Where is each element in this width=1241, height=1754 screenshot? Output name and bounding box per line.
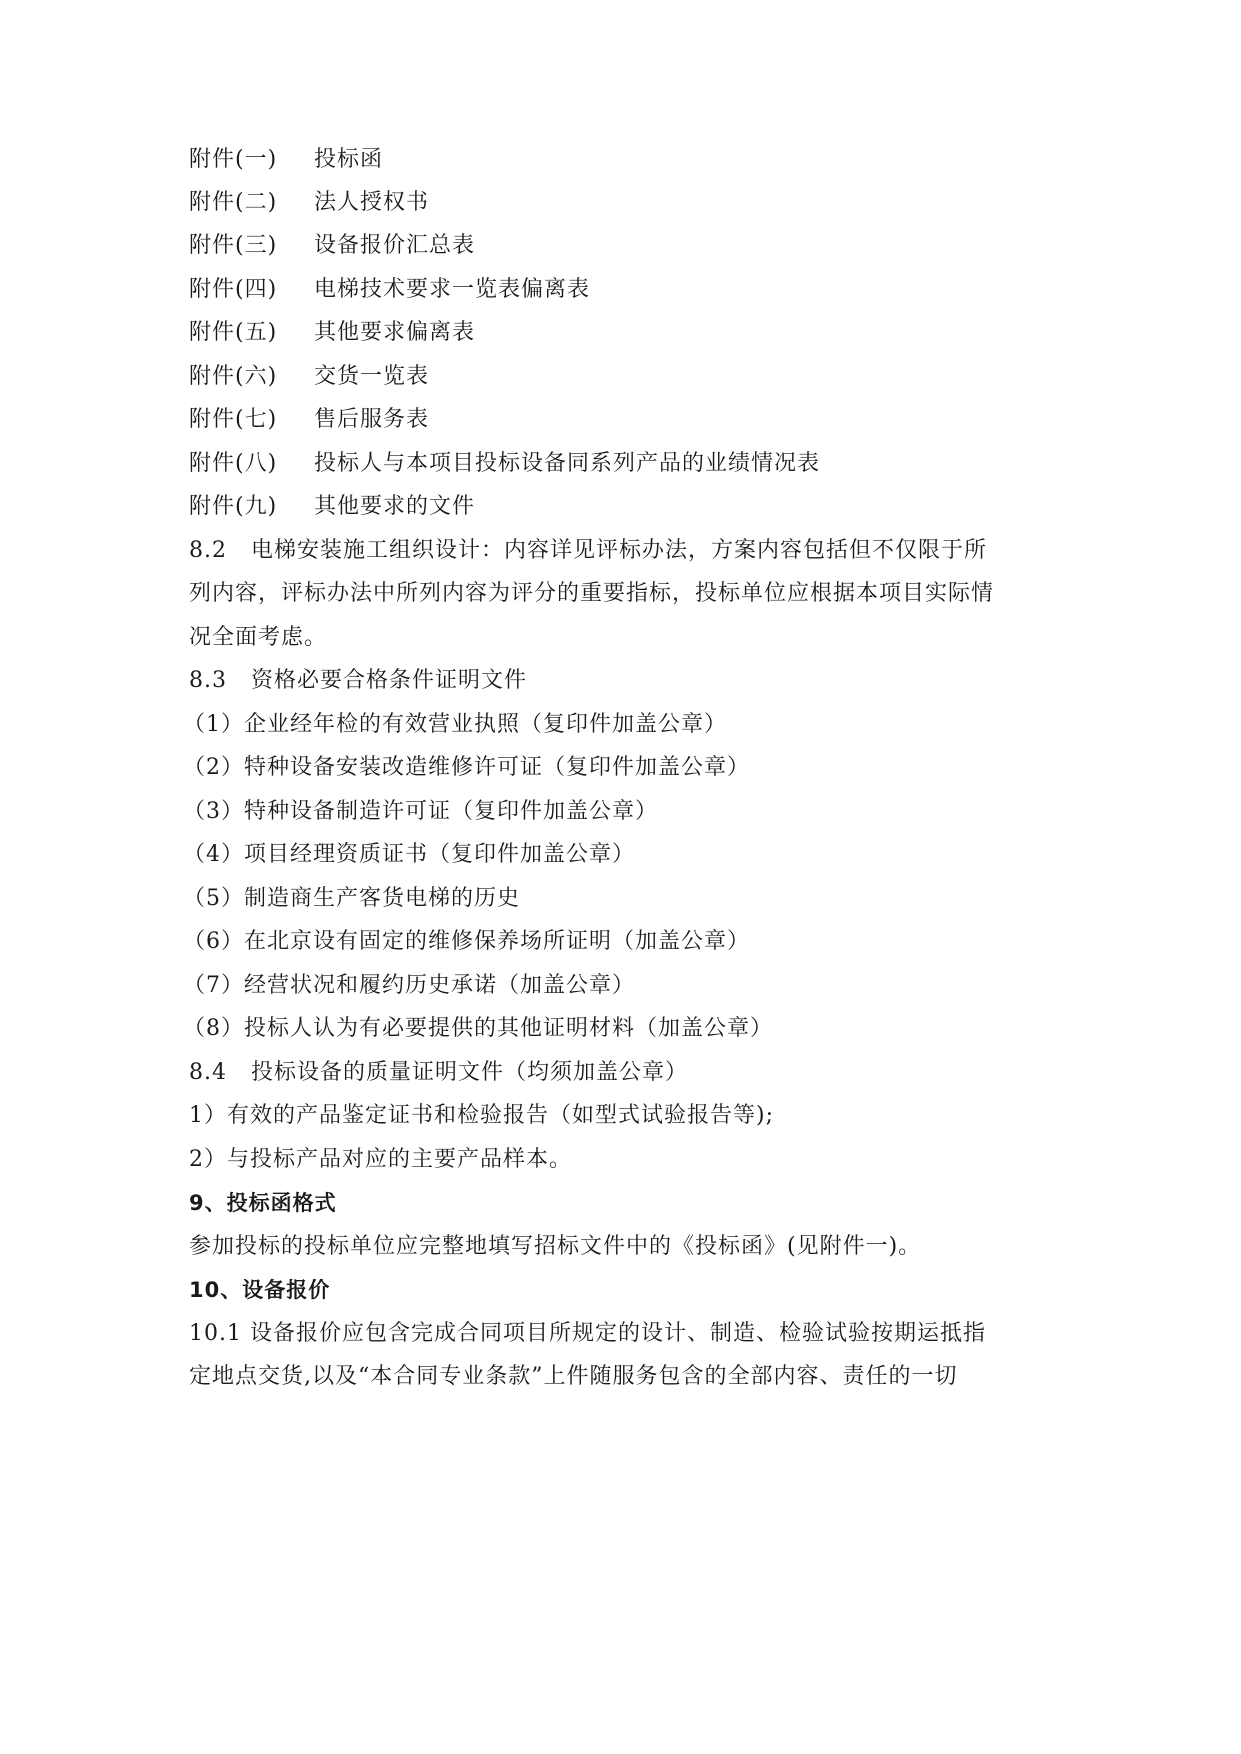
list-item: （5）制造商生产客货电梯的历史 (183, 886, 520, 911)
list-item: （3）特种设备制造许可证（复印件加盖公章） (183, 799, 658, 824)
paragraph-line: 况全面考虑。 (189, 625, 328, 650)
section-number: 8.3 (189, 668, 227, 693)
paragraph-line: 10.1 设备报价应包含完成合同项目所规定的设计、制造、检验试验按期运抵指 (189, 1321, 986, 1346)
attachment-item (189, 492, 475, 522)
attachment-item (189, 145, 383, 175)
list-item: 1）有效的产品鉴定证书和检验报告（如型式试验报告等); (189, 1103, 774, 1128)
section-title: 资格必要合格条件证明文件 (251, 668, 528, 693)
section-number: 8.4 (189, 1060, 227, 1085)
attachment-title: 电梯技术要求一览表偏离表 (314, 277, 591, 302)
attachment-label: 附件(四) (189, 277, 278, 302)
attachment-item (189, 362, 429, 392)
attachment-label: 附件(八) (189, 451, 278, 476)
section-8-3-heading (189, 666, 527, 696)
attachment-title: 投标函 (314, 147, 384, 172)
paragraph-line: 列内容，评标办法中所列内容为评分的重要指标，投标单位应根据本项目实际情 (189, 581, 995, 606)
list-item: （2）特种设备安装改造维修许可证（复印件加盖公章） (183, 755, 750, 780)
attachment-item (189, 405, 429, 435)
attachment-label: 附件(三) (189, 233, 278, 258)
attachment-label: 附件(六) (189, 364, 278, 389)
list-item: （4）项目经理资质证书（复印件加盖公章） (183, 842, 635, 867)
attachment-title: 其他要求的文件 (314, 494, 476, 519)
attachment-label: 附件(九) (189, 494, 278, 519)
list-item: （1）企业经年检的有效营业执照（复印件加盖公章） (183, 712, 727, 737)
attachment-label: 附件(一) (189, 147, 278, 172)
list-item: （8）投标人认为有必要提供的其他证明材料（加盖公章） (183, 1016, 773, 1041)
attachment-title: 交货一览表 (314, 364, 430, 389)
attachment-title: 法人授权书 (314, 190, 430, 215)
attachment-title: 其他要求偏离表 (314, 320, 476, 345)
section-8-4-heading (189, 1058, 688, 1088)
attachment-item (189, 275, 590, 305)
section-number: 8.2 (189, 538, 227, 563)
attachment-item (189, 449, 820, 479)
attachment-label: 附件(五) (189, 320, 278, 345)
list-item: （7）经营状况和履约历史承诺（加盖公章） (183, 973, 635, 998)
attachment-title: 投标人与本项目投标设备同系列产品的业绩情况表 (314, 451, 821, 476)
list-item: 2）与投标产品对应的主要产品样本。 (189, 1147, 572, 1172)
attachment-item (189, 188, 429, 218)
section-8-2-line (189, 536, 987, 566)
section-9-heading: 9、投标函格式 (189, 1191, 337, 1215)
attachment-item (189, 318, 475, 348)
attachment-title: 售后服务表 (314, 407, 430, 432)
section-10-heading: 10、设备报价 (189, 1278, 331, 1302)
list-item: （6）在北京设有固定的维修保养场所证明（加盖公章） (183, 929, 750, 954)
attachment-label: 附件(二) (189, 190, 278, 215)
attachment-item (189, 231, 475, 261)
paragraph-line: 定地点交货,以及“本合同专业条款”上件随服务包含的全部内容、责任的一切 (189, 1364, 958, 1389)
section-title: 投标设备的质量证明文件（均须加盖公章） (251, 1060, 689, 1085)
paragraph-line: 参加投标的投标单位应完整地填写招标文件中的《投标函》(见附件一)。 (189, 1234, 922, 1259)
paragraph-text: 电梯安装施工组织设计：内容详见评标办法，方案内容包括但不仅限于所 (251, 538, 988, 563)
attachment-label: 附件(七) (189, 407, 278, 432)
attachment-title: 设备报价汇总表 (314, 233, 476, 258)
